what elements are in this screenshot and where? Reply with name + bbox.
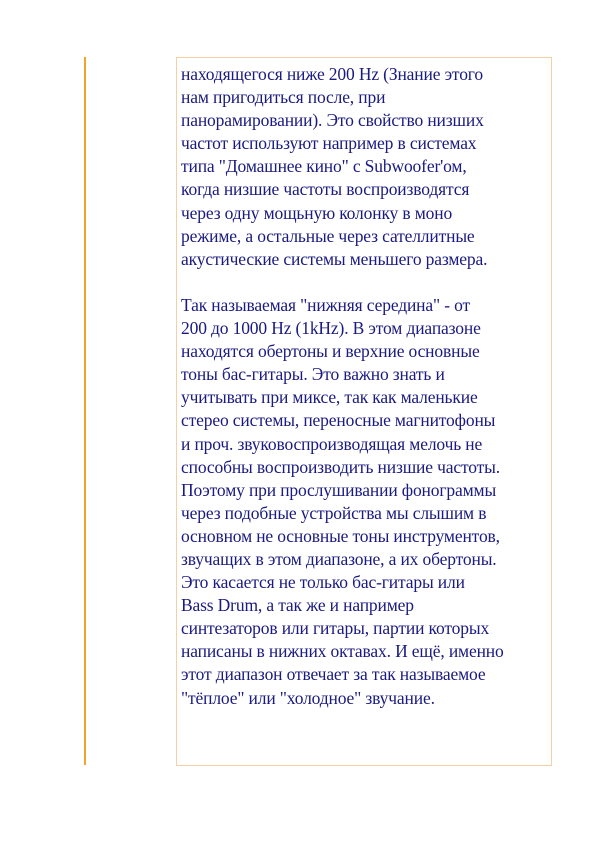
text-line: тоны бас-гитары. Это важно знать и — [181, 364, 445, 385]
text-line: "тёплое" или "холодное" звучание. — [181, 687, 435, 708]
text-line: нам пригодиться после, при — [181, 87, 386, 108]
text-line: находящегося ниже 200 Hz (Знание этого — [181, 64, 483, 84]
text-line: стерео системы, переносные магнитофоны — [181, 410, 496, 431]
text-line: и проч. звуковоспроизводящая мелочь не — [181, 433, 483, 454]
text-block — [181, 63, 553, 710]
text-line: режиме, а остальные через сателлитные — [181, 225, 475, 246]
paragraph-gap — [181, 271, 553, 294]
text-line: учитывать при миксе, так как маленькие — [181, 387, 478, 408]
text-line: звучащих в этом диапазоне, а их обертоны. — [181, 548, 497, 569]
text-line: находятся обертоны и верхние основные — [181, 341, 480, 362]
text-line: Bass Drum, а так же и например — [181, 595, 414, 616]
text-line: частот используют например в системах — [181, 133, 477, 154]
text-line: Это касается не только бас-гитары или — [181, 572, 465, 593]
text-line: через одну мощьную колонку в моно — [181, 202, 453, 223]
text-line: основном не основные тоны инструментов, — [181, 525, 500, 546]
text-line: Так называемая "нижняя середина" - от — [181, 294, 470, 315]
left-margin-rule — [84, 57, 86, 765]
text-line: 200 до 1000 Hz (1kHz). В этом диапазоне — [181, 318, 481, 339]
text-line: синтезаторов или гитары, партии которых — [181, 618, 490, 639]
text-line: через подобные устройства мы слышим в — [181, 502, 487, 523]
text-line: акустические системы меньшего размера. — [181, 248, 488, 269]
text-line: написаны в нижних октавах. И ещё, именно — [181, 641, 504, 662]
text-line: когда низшие частоты воспроизводятся — [181, 179, 470, 200]
paragraph-2 — [181, 294, 553, 710]
text-line: типа "Домашнее кино" с Subwoofer'ом, — [181, 156, 467, 177]
paragraph-1 — [181, 63, 553, 271]
text-line: панорамировании). Это свойство низших — [181, 110, 484, 131]
text-line: этот диапазон отвечает за так называемое — [181, 664, 486, 685]
text-line: способны воспроизводить низшие частоты. — [181, 456, 500, 477]
text-line: Поэтому при прослушивании фонограммы — [181, 479, 497, 500]
